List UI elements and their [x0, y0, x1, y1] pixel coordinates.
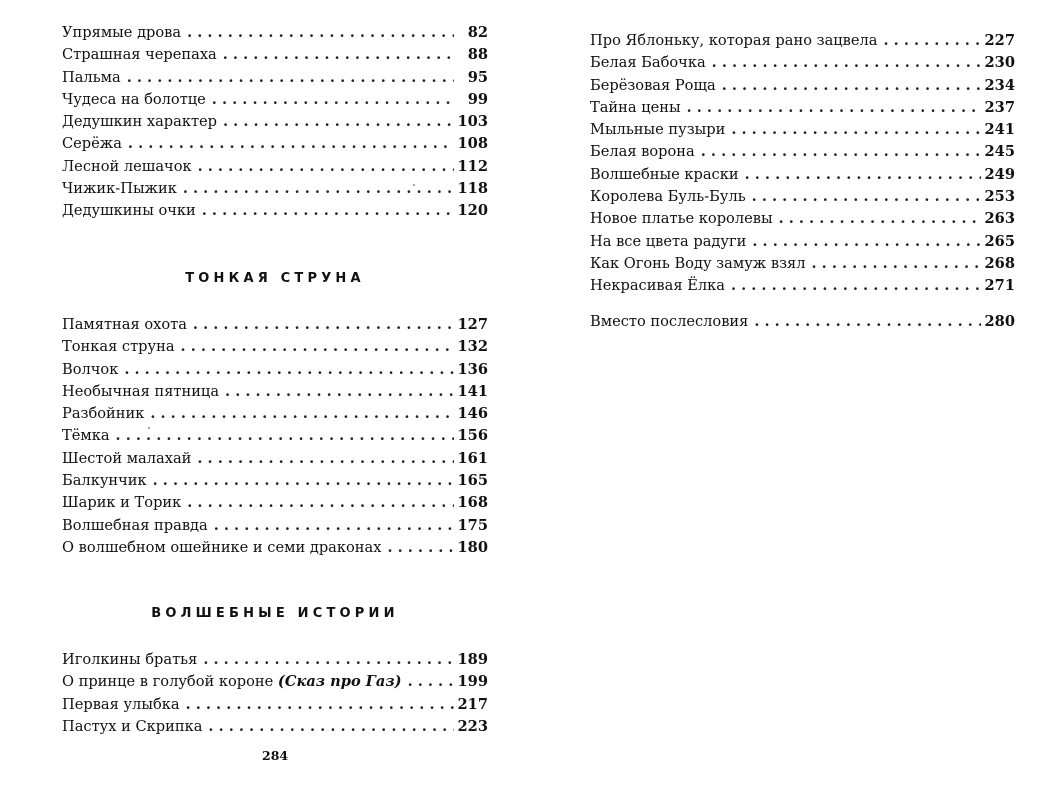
toc-leader-dots: [812, 253, 981, 275]
toc-entry-title-main: О принце в голубой короне: [62, 673, 274, 691]
toc-leader-dots: [387, 537, 453, 559]
toc-entry-page: 95: [467, 68, 488, 86]
toc-entry[interactable]: [62, 470, 488, 492]
toc-entry-title: Тонкая струна: [62, 338, 175, 356]
toc-entry-title: Памятная охота: [62, 316, 187, 333]
toc-leader-dots: [223, 44, 454, 66]
toc-list-right: [590, 30, 1015, 298]
toc-entry-title: О волшебном ошейнике и семи драконах: [62, 538, 382, 556]
toc-entry-title: Чижик-Пыжик: [62, 180, 177, 198]
toc-entry[interactable]: [590, 164, 1015, 186]
toc-entry-title: Серёжа: [62, 135, 122, 153]
toc-entry-title: Балкунчик: [62, 472, 147, 490]
toc-leader-dots: [198, 156, 454, 178]
toc-entry-title: Королева Буль-Буль: [590, 188, 746, 206]
toc-entry-page: 245: [984, 143, 1015, 161]
toc-leader-dots: [223, 111, 454, 133]
toc-leader-dots: [408, 671, 454, 693]
toc-leader-dots: [128, 133, 454, 155]
toc-leader-dots: [186, 694, 454, 716]
toc-entry[interactable]: [62, 156, 488, 178]
toc-entry-page: 180: [457, 538, 488, 556]
toc-entry-title: Берёзовая Роща: [590, 76, 716, 94]
toc-entry-page: 146: [457, 405, 488, 423]
toc-entry[interactable]: [590, 141, 1015, 163]
toc-entry[interactable]: [62, 178, 488, 200]
left-page: [0, 0, 530, 800]
toc-leader-dots: [214, 515, 454, 537]
toc-entry-title: Волшебная правда: [62, 516, 208, 534]
toc-leader-dots: [183, 178, 454, 200]
toc-entry-title: Разбойник: [62, 405, 145, 423]
toc-entry-title: Как Огонь Воду замуж взял: [590, 254, 806, 272]
toc-leader-dots: [752, 231, 980, 253]
toc-entry[interactable]: [62, 336, 488, 358]
toc-entry[interactable]: [62, 671, 488, 693]
toc-leader-dots: [187, 22, 454, 44]
toc-entry-title: Упрямые дрова: [62, 24, 182, 41]
toc-leader-dots: [884, 30, 981, 52]
toc-entry-page: 223: [457, 717, 488, 735]
toc-entry-page: 99: [467, 90, 488, 108]
toc-entry[interactable]: [62, 314, 488, 336]
toc-entry[interactable]: [590, 30, 1015, 52]
toc-leader-dots: [203, 649, 453, 671]
toc-leader-dots: [731, 275, 981, 297]
toc-entry-page: 156: [457, 427, 488, 445]
toc-leader-dots: [116, 425, 454, 447]
toc-entry[interactable]: [590, 97, 1015, 119]
toc-entry-page: 165: [457, 472, 488, 490]
toc-leader-dots: [197, 448, 453, 470]
toc-entry-page: 88: [467, 46, 488, 64]
toc-entry[interactable]: [62, 425, 488, 447]
toc-leader-dots: [754, 311, 980, 333]
toc-entry-title: Дедушкины очки: [62, 202, 196, 220]
toc-leader-dots: [779, 208, 981, 230]
toc-entry-title: Тёмка: [62, 427, 110, 445]
toc-entry-title: Шарик и Торик: [62, 494, 182, 512]
toc-entry[interactable]: [62, 359, 488, 381]
toc-entry-title: Страшная черепаха: [62, 46, 217, 64]
toc-entry-title: Вместо послесловия: [590, 313, 749, 330]
toc-leader-dots: [150, 403, 453, 425]
toc-leader-dots: [701, 141, 981, 163]
toc-entry[interactable]: [62, 111, 488, 133]
toc-entry-page: 265: [984, 232, 1015, 250]
toc-entry-page: 127: [457, 316, 488, 333]
toc-entry[interactable]: [62, 403, 488, 425]
toc-entry[interactable]: [590, 253, 1015, 275]
toc-entry[interactable]: [62, 200, 488, 222]
toc-leader-dots: [208, 716, 453, 738]
toc-leader-dots: [687, 97, 981, 119]
toc-entry-page: 141: [457, 382, 488, 400]
toc-entry-title: Некрасивая Ёлка: [590, 277, 725, 295]
toc-entry-title-italic: (Сказ про Газ): [277, 673, 402, 691]
toc-entry-title: Волшебные краски: [590, 165, 739, 183]
toc-entry-page: 82: [467, 24, 488, 41]
toc-entry[interactable]: [62, 716, 488, 738]
toc-entry[interactable]: [590, 119, 1015, 141]
toc-entry-title: На все цвета радуги: [590, 232, 747, 250]
toc-entry-page: 175: [457, 516, 488, 534]
toc-entry-title: Волчок: [62, 360, 119, 378]
toc-entry-page: 108: [457, 135, 488, 153]
section-heading-magic-stories: ВОЛШЕБНЫЕ ИСТОРИИ: [151, 606, 399, 621]
toc-leader-dots: [722, 75, 981, 97]
toc-leader-dots: [212, 89, 454, 111]
toc-entry-title: Первая улыбка: [62, 695, 180, 713]
print-speck: [148, 427, 150, 429]
toc-entry-title: Про Яблоньку, которая рано зацвела: [590, 32, 878, 49]
toc-entry[interactable]: [62, 89, 488, 111]
toc-leader-dots: [153, 470, 454, 492]
toc-entry-page: 120: [457, 202, 488, 220]
toc-entry-page: 217: [457, 695, 488, 713]
toc-leader-dots: [124, 359, 453, 381]
toc-entry-page: 271: [984, 277, 1015, 295]
toc-entry[interactable]: [590, 75, 1015, 97]
toc-list-afterword: [590, 311, 1015, 333]
toc-entry[interactable]: [62, 133, 488, 155]
toc-entry-title: Пальма: [62, 68, 121, 86]
toc-leader-dots: [731, 119, 980, 141]
toc-entry-page: 268: [984, 254, 1015, 272]
toc-entry-page: 136: [457, 360, 488, 378]
toc-list-thin-string: [62, 314, 488, 559]
toc-leader-dots: [193, 314, 454, 336]
toc-entry-title: Белая Бабочка: [590, 54, 706, 72]
toc-entry-page: 280: [984, 313, 1015, 330]
toc-entry-title: Пастух и Скрипка: [62, 717, 203, 735]
toc-entry[interactable]: [62, 67, 488, 89]
toc-entry[interactable]: [590, 52, 1015, 74]
toc-leader-dots: [745, 164, 981, 186]
toc-entry-page: 230: [984, 54, 1015, 72]
toc-entry-page: 253: [984, 188, 1015, 206]
toc-entry-title: Необычная пятница: [62, 382, 220, 400]
toc-entry-title: Тайна цены: [590, 98, 681, 116]
toc-entry-page: 234: [984, 76, 1015, 94]
toc-entry-title: Новое платье королевы: [590, 210, 773, 228]
toc-entry[interactable]: [62, 22, 488, 44]
toc-entry-page: 199: [457, 673, 488, 691]
toc-entry-title: Иголкины братья: [62, 651, 198, 668]
toc-entry[interactable]: [590, 275, 1015, 297]
toc-entry-page: 237: [984, 98, 1015, 116]
toc-entry-page: 249: [984, 165, 1015, 183]
right-page: [530, 0, 1061, 800]
toc-entry[interactable]: [590, 231, 1015, 253]
toc-leader-dots: [187, 492, 453, 514]
toc-entry-title: Мыльные пузыри: [590, 121, 726, 139]
toc-entry-page: 189: [457, 651, 488, 668]
toc-entry[interactable]: [62, 381, 488, 403]
toc-entry-page: 112: [457, 157, 488, 175]
toc-leader-dots: [202, 200, 454, 222]
toc-entry[interactable]: [62, 448, 488, 470]
toc-entry[interactable]: [62, 515, 488, 537]
section-heading-thin-string: ТОНКАЯ СТРУНА: [185, 271, 365, 286]
toc-leader-dots: [712, 52, 981, 74]
toc-leader-dots: [181, 336, 454, 358]
toc-entry[interactable]: [62, 694, 488, 716]
toc-entry-afterword[interactable]: [590, 311, 1015, 333]
toc-entry[interactable]: [62, 537, 488, 559]
toc-entry-page: 103: [457, 113, 488, 131]
toc-leader-dots: [127, 67, 454, 89]
toc-entry-page: 161: [457, 449, 488, 467]
toc-entry-title: Белая ворона: [590, 143, 695, 161]
toc-list-top: [62, 22, 488, 223]
toc-entry-title: Дедушкин характер: [62, 113, 218, 131]
toc-entry-title: [62, 671, 402, 693]
toc-leader-dots: [225, 381, 454, 403]
toc-entry-page: 241: [984, 121, 1015, 139]
page-folio: 284: [262, 748, 289, 763]
toc-entry-page: 168: [457, 494, 488, 512]
toc-entry-title: Лесной лешачок: [62, 157, 192, 175]
toc-entry-page: 263: [984, 210, 1015, 228]
toc-entry[interactable]: [590, 208, 1015, 230]
toc-entry-title: Шестой малахай: [62, 449, 192, 467]
toc-leader-dots: [752, 186, 981, 208]
toc-entry-title: Чудеса на болотце: [62, 90, 206, 108]
toc-entry[interactable]: [62, 492, 488, 514]
toc-entry-page: 227: [984, 32, 1015, 49]
toc-entry[interactable]: [62, 44, 488, 66]
toc-entry[interactable]: [62, 649, 488, 671]
print-speck: [413, 184, 415, 186]
toc-entry-page: 132: [457, 338, 488, 356]
toc-list-magic-stories: [62, 649, 488, 738]
toc-entry-page: 118: [457, 180, 488, 198]
toc-entry[interactable]: [590, 186, 1015, 208]
